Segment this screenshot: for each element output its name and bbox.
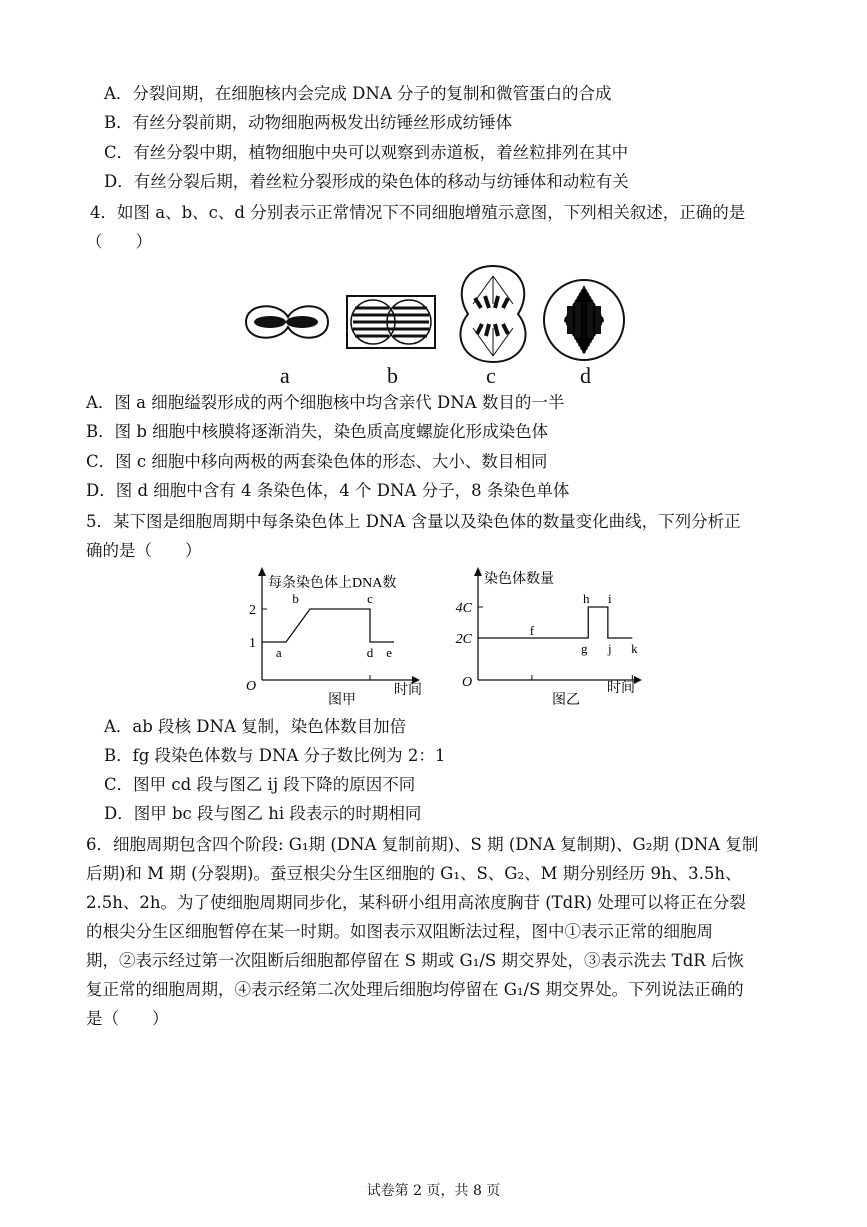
yi-ytick-label: 2C [455, 632, 472, 647]
q6-line-5: 期，②表示经过第一次阻断后细胞都停留在 S 期或 G₁/S 期交界处，③表示洗去 TdR 后恢 [86, 951, 744, 970]
yi-ylabel: 染色体数量 [484, 572, 554, 587]
yi-point-label: j [608, 641, 612, 656]
cell-d [544, 280, 624, 360]
q5-option-a: A．ab 段核 DNA 复制，染色体数目加倍 [104, 717, 407, 736]
jia-ytick-label: 1 [249, 636, 256, 651]
yi-series-line [478, 607, 632, 638]
jia-ytick-label: 2 [249, 603, 256, 618]
q5-option-d: D．图甲 bc 段与图乙 hi 段表示的时期相同 [104, 804, 422, 823]
q4-option-b: B．图 b 细胞中核膜将逐渐消失，染色质高度螺旋化形成染色体 [86, 422, 549, 441]
jia-point-label: d [366, 645, 374, 660]
yi-xlabel: 时间 [607, 681, 635, 696]
yi-point-label: h [583, 591, 590, 606]
q4-option-d: D．图 d 细胞中含有 4 条染色体，4 个 DNA 分子，8 条染色单体 [86, 481, 570, 500]
q3-option-c: C．有丝分裂中期，植物细胞中央可以观察到赤道板，着丝粒排列在其中 [104, 143, 629, 162]
cell-c [460, 266, 525, 362]
q5-option-b: B．fg 段染色体数与 DNA 分子数比例为 2：1 [104, 746, 446, 765]
cell-b [347, 296, 435, 348]
q5-stem-line1: 5．某下图是细胞周期中每条染色体上 DNA 含量以及染色体的数量变化曲线，下列分析正 [86, 512, 741, 531]
q6-line-4: 的根尖分生区细胞暂停在某一时期。如图表示双阻断法过程，图中①表示正常的细胞周 [86, 922, 713, 941]
jia-point-label: c [367, 591, 373, 606]
jia-xlabel: 时间 [394, 683, 422, 698]
q3-option-b: B．有丝分裂前期，动物细胞两极发出纺锤丝形成纺锤体 [104, 113, 513, 132]
jia-series-line [262, 609, 394, 642]
label-b: b [387, 363, 398, 388]
jia-y-arrow [258, 567, 266, 576]
q5-stem-line2: 确的是（ ） [86, 541, 202, 560]
q5-option-c: C．图甲 cd 段与图乙 ij 段下降的原因不同 [104, 775, 416, 794]
jia-point-label: e [386, 645, 393, 660]
q4-stem-line1: 4．如图 a、b、c、d 分别表示正常情况下不同细胞增殖示意图，下列相关叙述，正确的是 [90, 203, 746, 222]
chart-jia [232, 562, 432, 712]
q4-option-c: C．图 c 细胞中移向两极的两套染色体的形态、大小、数目相同 [86, 452, 548, 471]
yi-y-arrow [474, 567, 482, 576]
yi-ytick-label: 4C [455, 601, 472, 616]
jia-point-label: b [292, 591, 299, 606]
yi-point-label: f [529, 623, 535, 638]
q6-line-3: 2.5h、2h。为了使细胞周期同步化，某科研小组用高浓度胸苷 (TdR) 处理可以将正在分裂 [86, 893, 746, 912]
jia-origin: O [246, 679, 257, 694]
jia-title: 图甲 [328, 693, 356, 708]
q4-option-a: A．图 a 细胞缢裂形成的两个细胞核中均含亲代 DNA 数目的一半 [86, 393, 565, 412]
label-d: d [580, 363, 591, 388]
q6-line-6: 复正常的细胞周期，④表示经第二次处理后细胞均停留在 G₁/S 期交界处。下列说法正确的 [86, 980, 744, 999]
yi-title: 图乙 [552, 693, 580, 708]
yi-origin: O [462, 675, 473, 690]
q6-line-1: 6．细胞周期包含四个阶段: G₁期 (DNA 复制前期)、S 期 (DNA 复制期)、G₂期 (DNA 复制 [86, 835, 759, 854]
page-footer: 试卷第 2 页，共 8 页 [366, 1183, 501, 1199]
yi-point-label: g [581, 641, 588, 656]
q6-line-7: 是（ ） [86, 1009, 169, 1028]
q6-line-2: 后期)和 M 期 (分裂期)。蚕豆根尖分生区细胞的 G₁、S、G₂、M 期分别经历 9h、3.5h、 [86, 864, 742, 883]
chart-yi [444, 562, 654, 712]
label-a: a [280, 363, 290, 388]
label-c: c [486, 363, 496, 388]
jia-point-label: a [275, 645, 282, 660]
yi-point-label: i [608, 591, 612, 606]
jia-ylabel: 每条染色体上DNA数 [268, 576, 397, 591]
cell-a [246, 306, 328, 337]
q4-stem-line2: （ ） [86, 232, 152, 251]
yi-point-label: k [631, 641, 638, 656]
q3-option-d: D．有丝分裂后期，着丝粒分裂形成的染色体的移动与纺锤体和动粒有关 [104, 172, 629, 191]
yi-x-arrow [634, 676, 642, 684]
q3-option-a: A．分裂间期，在细胞核内会完成 DNA 分子的复制和微管蛋白的合成 [104, 84, 612, 103]
